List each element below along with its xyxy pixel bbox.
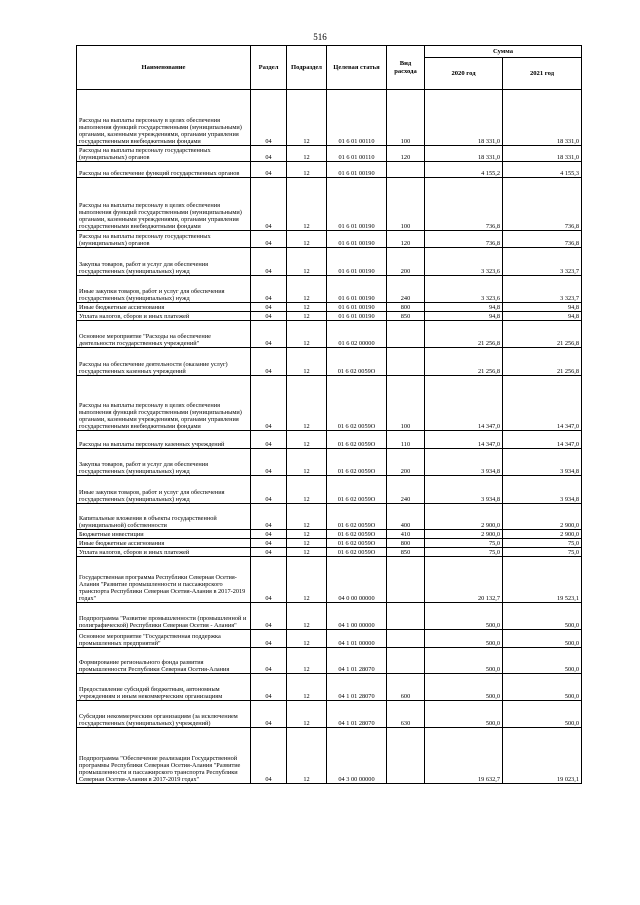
header-year-2021: 2021 год	[503, 58, 582, 90]
cell-section: 04	[251, 728, 287, 784]
table-row	[77, 162, 582, 178]
table-row	[77, 701, 582, 728]
cell-target-article: 01 6 01 00110	[327, 146, 387, 162]
cell-subsection: 12	[287, 90, 327, 146]
budget-table	[76, 45, 582, 784]
cell-name: Иные бюджетные ассигнования	[77, 303, 251, 312]
table-row	[77, 648, 582, 674]
table-row	[77, 603, 582, 630]
cell-section: 04	[251, 376, 287, 431]
cell-target-article: 01 6 02 0059О	[327, 348, 387, 376]
cell-target-article: 01 6 02 0059О	[327, 431, 387, 449]
cell-expense-type	[387, 321, 425, 348]
header-section: Раздел	[251, 46, 287, 90]
cell-target-article: 01 6 01 00110	[327, 90, 387, 146]
header-amount: Сумма	[425, 46, 582, 58]
cell-name: Подпрограмма "Развитие промышленности (промышленной и полиграфической) Республики Северная Осетия - Алания"	[77, 603, 251, 630]
cell-expense-type	[387, 630, 425, 648]
cell-amount-2020: 18 331,0	[425, 90, 503, 146]
cell-subsection: 12	[287, 476, 327, 504]
cell-amount-2020: 2 900,0	[425, 504, 503, 530]
cell-target-article: 01 6 02 00000	[327, 321, 387, 348]
cell-target-article: 01 6 01 00190	[327, 312, 387, 321]
cell-expense-type: 200	[387, 449, 425, 476]
cell-section: 04	[251, 476, 287, 504]
cell-amount-2020: 736,8	[425, 231, 503, 248]
table-row	[77, 231, 582, 248]
cell-name: Уплата налогов, сборов и иных платежей	[77, 312, 251, 321]
table-row	[77, 312, 582, 321]
cell-amount-2021: 500,0	[503, 674, 582, 701]
cell-expense-type: 200	[387, 248, 425, 276]
cell-name: Расходы на выплаты персоналу в целях обеспечения выполнения функций государственными (муниципальными) органами, казенными учреждениями, органами управления государственными внебюджетными фондами	[77, 178, 251, 231]
cell-subsection: 12	[287, 312, 327, 321]
cell-target-article: 01 6 01 00190	[327, 303, 387, 312]
cell-expense-type: 600	[387, 674, 425, 701]
cell-amount-2021: 500,0	[503, 701, 582, 728]
cell-target-article: 04 1 01 28070	[327, 648, 387, 674]
cell-expense-type: 100	[387, 90, 425, 146]
cell-target-article: 01 6 02 0059О	[327, 530, 387, 539]
cell-expense-type: 800	[387, 303, 425, 312]
cell-expense-type: 100	[387, 178, 425, 231]
cell-subsection: 12	[287, 728, 327, 784]
cell-amount-2021: 75,0	[503, 548, 582, 557]
page-number: 516	[313, 32, 327, 42]
cell-name: Бюджетные инвестиции	[77, 530, 251, 539]
cell-name: Расходы на выплаты персоналу в целях обеспечения выполнения функций государственными (муниципальными) органами, казенными учреждениями, органами управления государственными внебюджетными фондами	[77, 90, 251, 146]
cell-name: Государственная программа Республики Северная Осетия-Алания "Развитие промышленности и пассажирского транспорта Республики Северная Осетия-Алания в 2017-2019 годах"	[77, 557, 251, 603]
cell-subsection: 12	[287, 504, 327, 530]
header-expense-type: Вид расхода	[387, 46, 425, 90]
cell-name: Основное мероприятие "Государственная поддержка промышленных предприятий"	[77, 630, 251, 648]
cell-section: 04	[251, 504, 287, 530]
cell-target-article: 01 6 02 0059О	[327, 476, 387, 504]
cell-amount-2021: 500,0	[503, 630, 582, 648]
cell-section: 04	[251, 539, 287, 548]
cell-amount-2021: 2 900,0	[503, 530, 582, 539]
cell-expense-type: 240	[387, 276, 425, 303]
cell-target-article: 01 6 02 0059О	[327, 504, 387, 530]
cell-section: 04	[251, 90, 287, 146]
cell-subsection: 12	[287, 539, 327, 548]
table-row	[77, 674, 582, 701]
cell-name: Иные закупки товаров, работ и услуг для обеспечения государственных (муниципальных) нужд	[77, 276, 251, 303]
cell-section: 04	[251, 530, 287, 539]
cell-section: 04	[251, 603, 287, 630]
table-row	[77, 530, 582, 539]
cell-expense-type: 110	[387, 431, 425, 449]
cell-amount-2021: 2 900,0	[503, 504, 582, 530]
cell-amount-2020: 3 323,6	[425, 276, 503, 303]
cell-subsection: 12	[287, 348, 327, 376]
cell-amount-2020: 500,0	[425, 674, 503, 701]
cell-name: Расходы на выплаты персоналу государственных (муниципальных) органов	[77, 146, 251, 162]
cell-expense-type	[387, 162, 425, 178]
cell-subsection: 12	[287, 178, 327, 231]
cell-amount-2020: 736,8	[425, 178, 503, 231]
cell-expense-type: 850	[387, 312, 425, 321]
cell-target-article: 04 0 00 00000	[327, 557, 387, 603]
cell-amount-2021: 3 934,8	[503, 449, 582, 476]
cell-name: Расходы на обеспечение деятельности (оказание услуг) государственных казенных учреждений	[77, 348, 251, 376]
cell-amount-2021: 18 331,0	[503, 146, 582, 162]
cell-subsection: 12	[287, 231, 327, 248]
table-row	[77, 728, 582, 784]
cell-name: Расходы на выплаты персоналу казенных учреждений	[77, 431, 251, 449]
table-row	[77, 146, 582, 162]
cell-expense-type: 100	[387, 376, 425, 431]
cell-target-article: 04 1 01 00000	[327, 630, 387, 648]
cell-section: 04	[251, 248, 287, 276]
cell-amount-2021: 736,8	[503, 178, 582, 231]
table-body	[77, 90, 582, 784]
cell-subsection: 12	[287, 603, 327, 630]
header-name: Наименование	[77, 46, 251, 90]
cell-name: Предоставление субсидий бюджетным, автономным учреждениям и иным некоммерческим организациям	[77, 674, 251, 701]
cell-amount-2020: 20 132,7	[425, 557, 503, 603]
cell-section: 04	[251, 348, 287, 376]
cell-target-article: 01 6 01 00190	[327, 231, 387, 248]
cell-amount-2021: 736,8	[503, 231, 582, 248]
cell-amount-2020: 14 347,0	[425, 431, 503, 449]
cell-subsection: 12	[287, 248, 327, 276]
table-row	[77, 548, 582, 557]
cell-name: Закупка товаров, работ и услуг для обеспечения государственных (муниципальных) нужд	[77, 248, 251, 276]
table-row	[77, 539, 582, 548]
cell-section: 04	[251, 701, 287, 728]
cell-target-article: 04 1 01 28070	[327, 674, 387, 701]
cell-name: Уплата налогов, сборов и иных платежей	[77, 548, 251, 557]
cell-expense-type: 410	[387, 530, 425, 539]
cell-name: Расходы на выплаты персоналу в целях обеспечения выполнения функций государственными (муниципальными) органами, казенными учреждениями, органами управления государственными внебюджетными фондами	[77, 376, 251, 431]
cell-expense-type: 850	[387, 548, 425, 557]
table-row	[77, 303, 582, 312]
cell-section: 04	[251, 146, 287, 162]
cell-subsection: 12	[287, 146, 327, 162]
cell-amount-2021: 21 256,8	[503, 321, 582, 348]
cell-section: 04	[251, 648, 287, 674]
cell-amount-2021: 94,8	[503, 312, 582, 321]
cell-expense-type: 120	[387, 146, 425, 162]
cell-target-article: 01 6 01 00190	[327, 162, 387, 178]
cell-name: Подпрограмма "Обеспечение реализации Государственной программы Республики Северная Осетия-Алания "Развитие промышленности и пассажирского транспорта Республики Северная Осетия-Алания в 2017-2019 годах"	[77, 728, 251, 784]
cell-name: Расходы на выплаты персоналу государственных (муниципальных) органов	[77, 231, 251, 248]
cell-amount-2021: 94,8	[503, 303, 582, 312]
cell-amount-2021: 14 347,0	[503, 376, 582, 431]
cell-section: 04	[251, 276, 287, 303]
table-row	[77, 348, 582, 376]
cell-name: Основное мероприятие "Расходы на обеспечение деятельности государственных учреждений"	[77, 321, 251, 348]
table-row	[77, 276, 582, 303]
cell-name: Капитальные вложения в объекты государственной (муниципальной) собственности	[77, 504, 251, 530]
table-row	[77, 376, 582, 431]
table-row	[77, 557, 582, 603]
cell-section: 04	[251, 312, 287, 321]
cell-amount-2021: 3 323,7	[503, 248, 582, 276]
table-row	[77, 431, 582, 449]
cell-subsection: 12	[287, 162, 327, 178]
cell-amount-2020: 3 323,6	[425, 248, 503, 276]
table-row	[77, 90, 582, 146]
cell-amount-2021: 3 934,8	[503, 476, 582, 504]
cell-subsection: 12	[287, 303, 327, 312]
cell-name: Закупка товаров, работ и услуг для обеспечения государственных (муниципальных) нужд	[77, 449, 251, 476]
cell-amount-2020: 500,0	[425, 701, 503, 728]
cell-amount-2020: 2 900,0	[425, 530, 503, 539]
cell-target-article: 01 6 02 0059О	[327, 548, 387, 557]
cell-section: 04	[251, 431, 287, 449]
cell-expense-type	[387, 557, 425, 603]
table-row	[77, 449, 582, 476]
cell-section: 04	[251, 231, 287, 248]
cell-amount-2020: 500,0	[425, 648, 503, 674]
cell-section: 04	[251, 178, 287, 231]
cell-section: 04	[251, 162, 287, 178]
cell-amount-2020: 18 331,0	[425, 146, 503, 162]
table-row	[77, 178, 582, 231]
cell-expense-type	[387, 648, 425, 674]
cell-target-article: 04 1 00 00000	[327, 603, 387, 630]
header-target-article: Целевая статья	[327, 46, 387, 90]
cell-amount-2021: 21 256,8	[503, 348, 582, 376]
table-row	[77, 321, 582, 348]
cell-name: Субсидии некоммерческим организациям (за исключением государственных (муниципальных) учреждений)	[77, 701, 251, 728]
cell-subsection: 12	[287, 701, 327, 728]
cell-target-article: 01 6 02 0059О	[327, 376, 387, 431]
cell-target-article: 04 3 00 00000	[327, 728, 387, 784]
cell-amount-2020: 500,0	[425, 630, 503, 648]
cell-amount-2020: 3 934,8	[425, 476, 503, 504]
cell-target-article: 01 6 01 00190	[327, 178, 387, 231]
cell-target-article: 04 1 01 28070	[327, 701, 387, 728]
cell-subsection: 12	[287, 321, 327, 348]
cell-amount-2020: 19 632,7	[425, 728, 503, 784]
cell-target-article: 01 6 01 00190	[327, 276, 387, 303]
cell-section: 04	[251, 674, 287, 701]
cell-expense-type: 120	[387, 231, 425, 248]
cell-subsection: 12	[287, 630, 327, 648]
cell-amount-2020: 75,0	[425, 539, 503, 548]
cell-amount-2020: 94,8	[425, 312, 503, 321]
cell-target-article: 01 6 01 00190	[327, 248, 387, 276]
cell-target-article: 01 6 02 0059О	[327, 539, 387, 548]
table-row	[77, 504, 582, 530]
table-row	[77, 248, 582, 276]
cell-section: 04	[251, 557, 287, 603]
cell-section: 04	[251, 303, 287, 312]
cell-section: 04	[251, 548, 287, 557]
cell-subsection: 12	[287, 557, 327, 603]
cell-amount-2020: 4 155,2	[425, 162, 503, 178]
cell-subsection: 12	[287, 449, 327, 476]
cell-amount-2020: 14 347,0	[425, 376, 503, 431]
cell-amount-2021: 75,0	[503, 539, 582, 548]
header-year-2020: 2020 год	[425, 58, 503, 90]
cell-expense-type: 630	[387, 701, 425, 728]
cell-expense-type: 800	[387, 539, 425, 548]
cell-amount-2021: 18 331,0	[503, 90, 582, 146]
cell-expense-type	[387, 348, 425, 376]
cell-subsection: 12	[287, 276, 327, 303]
cell-expense-type: 400	[387, 504, 425, 530]
cell-subsection: 12	[287, 648, 327, 674]
table-row	[77, 630, 582, 648]
cell-amount-2020: 500,0	[425, 603, 503, 630]
cell-section: 04	[251, 321, 287, 348]
cell-subsection: 12	[287, 376, 327, 431]
cell-subsection: 12	[287, 431, 327, 449]
cell-subsection: 12	[287, 674, 327, 701]
cell-amount-2020: 3 934,8	[425, 449, 503, 476]
cell-expense-type: 240	[387, 476, 425, 504]
cell-amount-2021: 500,0	[503, 648, 582, 674]
cell-amount-2021: 19 023,1	[503, 728, 582, 784]
cell-target-article: 01 6 02 0059О	[327, 449, 387, 476]
cell-amount-2021: 4 155,3	[503, 162, 582, 178]
header-subsection: Подраздел	[287, 46, 327, 90]
cell-amount-2021: 19 523,1	[503, 557, 582, 603]
cell-subsection: 12	[287, 530, 327, 539]
cell-amount-2020: 75,0	[425, 548, 503, 557]
cell-amount-2021: 3 323,7	[503, 276, 582, 303]
cell-amount-2020: 21 256,8	[425, 321, 503, 348]
cell-amount-2020: 21 256,8	[425, 348, 503, 376]
cell-amount-2021: 500,0	[503, 603, 582, 630]
table-row	[77, 476, 582, 504]
cell-name: Расходы на обеспечение функций государственных органов	[77, 162, 251, 178]
cell-section: 04	[251, 449, 287, 476]
cell-expense-type	[387, 603, 425, 630]
cell-amount-2021: 14 347,0	[503, 431, 582, 449]
cell-section: 04	[251, 630, 287, 648]
cell-amount-2020: 94,8	[425, 303, 503, 312]
cell-name: Формирование регионального фонда развития промышленности Республики Северная Осетия-Алания	[77, 648, 251, 674]
cell-name: Иные бюджетные ассигнования	[77, 539, 251, 548]
cell-subsection: 12	[287, 548, 327, 557]
cell-name: Иные закупки товаров, работ и услуг для обеспечения государственных (муниципальных) нужд	[77, 476, 251, 504]
cell-expense-type	[387, 728, 425, 784]
